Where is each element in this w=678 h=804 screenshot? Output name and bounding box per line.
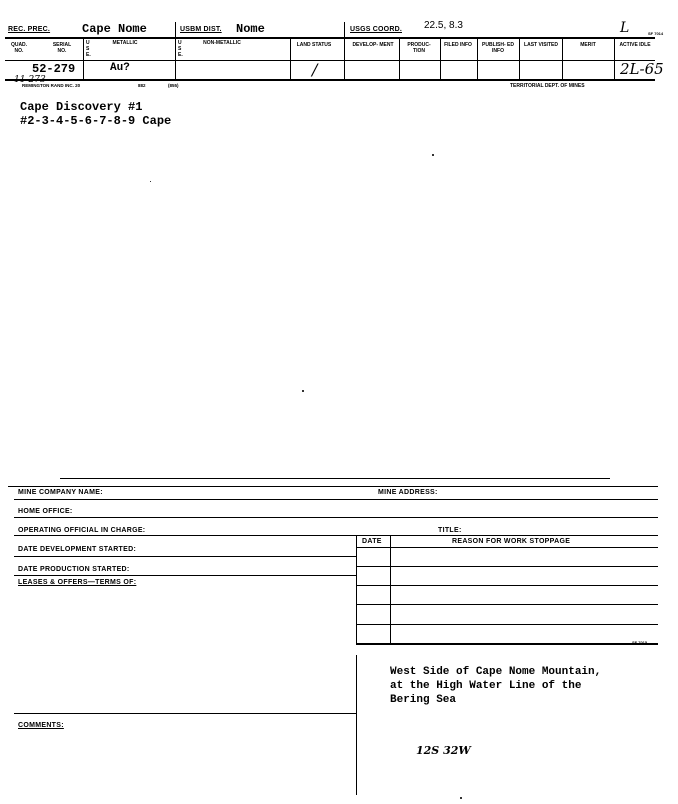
divider [290,38,291,80]
comments-label: COMMENTS: [18,722,64,729]
divider [356,655,357,795]
rule [14,535,658,536]
rec-prec-value: Cape Nome [82,22,147,36]
col-serial: SERIAL NO. [52,42,72,54]
rule [356,585,658,586]
home-office-label: HOME OFFICE: [18,508,73,515]
rule [5,60,655,61]
rule [5,37,655,39]
usgs-value: 22.5, 8.3 [424,20,463,31]
corner-mark: L [620,20,630,36]
usbm-value: Nome [236,22,265,36]
speck [302,390,304,392]
dept-name: TERRITORIAL DEPT. OF MINES [510,83,585,89]
rule [356,566,658,567]
divider [390,535,391,645]
col-land-status: LAND STATUS [296,42,332,48]
rec-prec-label: REC. PREC. [8,26,51,33]
date-column-label: DATE [362,538,382,545]
col-last-visited: LAST VISITED [524,42,558,48]
speck [460,797,462,799]
speck [150,181,151,182]
rule [356,604,658,605]
divider [344,38,345,80]
col-published-info: PUBLISH- ED INFO [482,42,514,54]
divider [519,38,520,80]
note-line-1: Cape Discovery #1 [20,100,143,114]
divider [562,38,563,80]
quad-hand-note: 11-273 [14,75,46,85]
note-line-2: #2-3-4-5-6-7-8-9 Cape [20,114,172,128]
mine-address-label: MINE ADDRESS: [378,489,438,496]
col-uses-2: U S E. [178,40,183,58]
title-label: TITLE: [438,527,462,534]
location-line-2: at the High Water Line of the [390,680,582,692]
col-production: PRODUC- TION [407,42,431,54]
col-nonmetallic: NON-METALLIC [203,40,241,46]
rule [14,575,356,576]
date-production-label: DATE PRODUCTION STARTED: [18,566,130,573]
rule [14,713,356,714]
col-development: DEVELOP- MENT [352,42,394,48]
mine-company-label: MINE COMPANY NAME: [18,489,103,496]
divider [614,38,615,80]
divider [175,38,176,80]
divider [83,38,84,80]
usgs-label: USGS COORD. [350,26,402,33]
rule [356,547,658,548]
form-number-bottom: SF 7015 [632,640,648,645]
strip-code-1: 882 [138,83,146,88]
active-idle-value: 2L-65 [620,60,664,78]
rule [14,556,356,557]
divider [399,38,400,80]
location-line-1: West Side of Cape Nome Mountain, [390,666,602,678]
operating-official-label: OPERATING OFFICIAL IN CHARGE: [18,527,146,534]
location-line-3: Bering Sea [390,694,457,706]
divider [477,38,478,80]
rule [14,499,658,500]
form-number-top: SF 7014 [648,31,664,36]
col-filed-info: FILED INFO [444,42,472,48]
quad-serial-value: 52-279 [32,62,76,76]
reason-column-label: REASON FOR WORK STOPPAGE [452,538,571,545]
leases-label: LEASES & OFFERS—TERMS OF: [18,579,137,586]
rule [5,79,655,81]
strip-code-2: (855) [168,83,179,88]
usbm-label: USBM DIST. [180,26,222,33]
col-quad: QUAD. NO. [10,42,28,54]
metallic-value: Au? [110,62,130,74]
divider [440,38,441,80]
date-development-label: DATE DEVELOPMENT STARTED: [18,546,137,553]
rule [8,486,658,487]
township-hand-note: 12S 32W [416,744,471,757]
rule [356,643,658,645]
rule [60,478,610,479]
col-merit: MERIT [580,42,596,48]
printer-note: REMINGTON RAND INC. 20 [22,83,81,88]
land-status-mark: / [312,60,318,79]
col-uses-1: U S E. [86,40,91,58]
rule [14,517,658,518]
col-active-idle: ACTIVE IDLE [619,42,651,48]
rule [356,624,658,625]
col-metallic: METALLIC [112,40,138,46]
divider [356,535,357,645]
speck [432,154,434,156]
